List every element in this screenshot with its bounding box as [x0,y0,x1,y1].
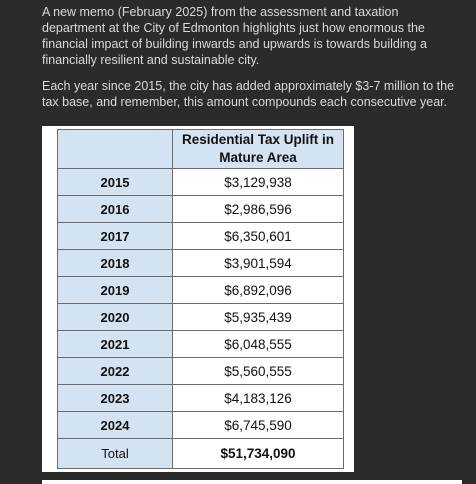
value-cell: $2,986,596 [173,196,344,223]
value-cell: $4,183,126 [173,385,344,412]
value-cell: $6,745,590 [173,412,344,439]
value-column-header: Residential Tax Uplift in Mature Area [173,130,344,169]
year-cell: 2021 [58,331,173,358]
value-cell: $6,350,601 [173,223,344,250]
total-row [58,439,344,469]
value-cell: $3,129,938 [173,169,344,196]
year-cell: 2016 [58,196,173,223]
year-cell: 2015 [58,169,173,196]
year-cell: 2017 [58,223,173,250]
total-label: Total [58,439,173,469]
table-row [58,196,344,223]
table-row [58,385,344,412]
table-row [58,331,344,358]
table-row [58,169,344,196]
intro-paragraph: A new memo (February 2025) from the assessment and taxation department at the City of Edmonton highlights just how enormous the financial impact of building inwards and upwards is towards building a financially resilient and sustainable city. [42,5,427,67]
tax-base-paragraph: Each year since 2015, the city has added approximately $3-7 million to the tax base, and remember, this amount compounds each consecutive year. [42,79,455,109]
tax-uplift-table-image [42,126,354,472]
value-cell: $5,560,555 [173,358,344,385]
table-row [58,223,344,250]
table-row [58,277,344,304]
table-row [58,358,344,385]
table-header-row [58,130,344,169]
article-body [42,4,462,110]
year-cell: 2024 [58,412,173,439]
year-cell: 2018 [58,250,173,277]
tax-uplift-table [57,129,344,469]
table-row [58,304,344,331]
value-cell: $5,935,439 [173,304,344,331]
year-column-header [58,130,173,169]
year-cell: 2019 [58,277,173,304]
value-cell: $6,892,096 [173,277,344,304]
next-image-edge [42,480,462,484]
value-cell: $6,048,555 [173,331,344,358]
table-row [58,412,344,439]
value-cell: $3,901,594 [173,250,344,277]
year-cell: 2022 [58,358,173,385]
table-row [58,250,344,277]
year-cell: 2020 [58,304,173,331]
year-cell: 2023 [58,385,173,412]
total-value: $51,734,090 [173,439,344,469]
